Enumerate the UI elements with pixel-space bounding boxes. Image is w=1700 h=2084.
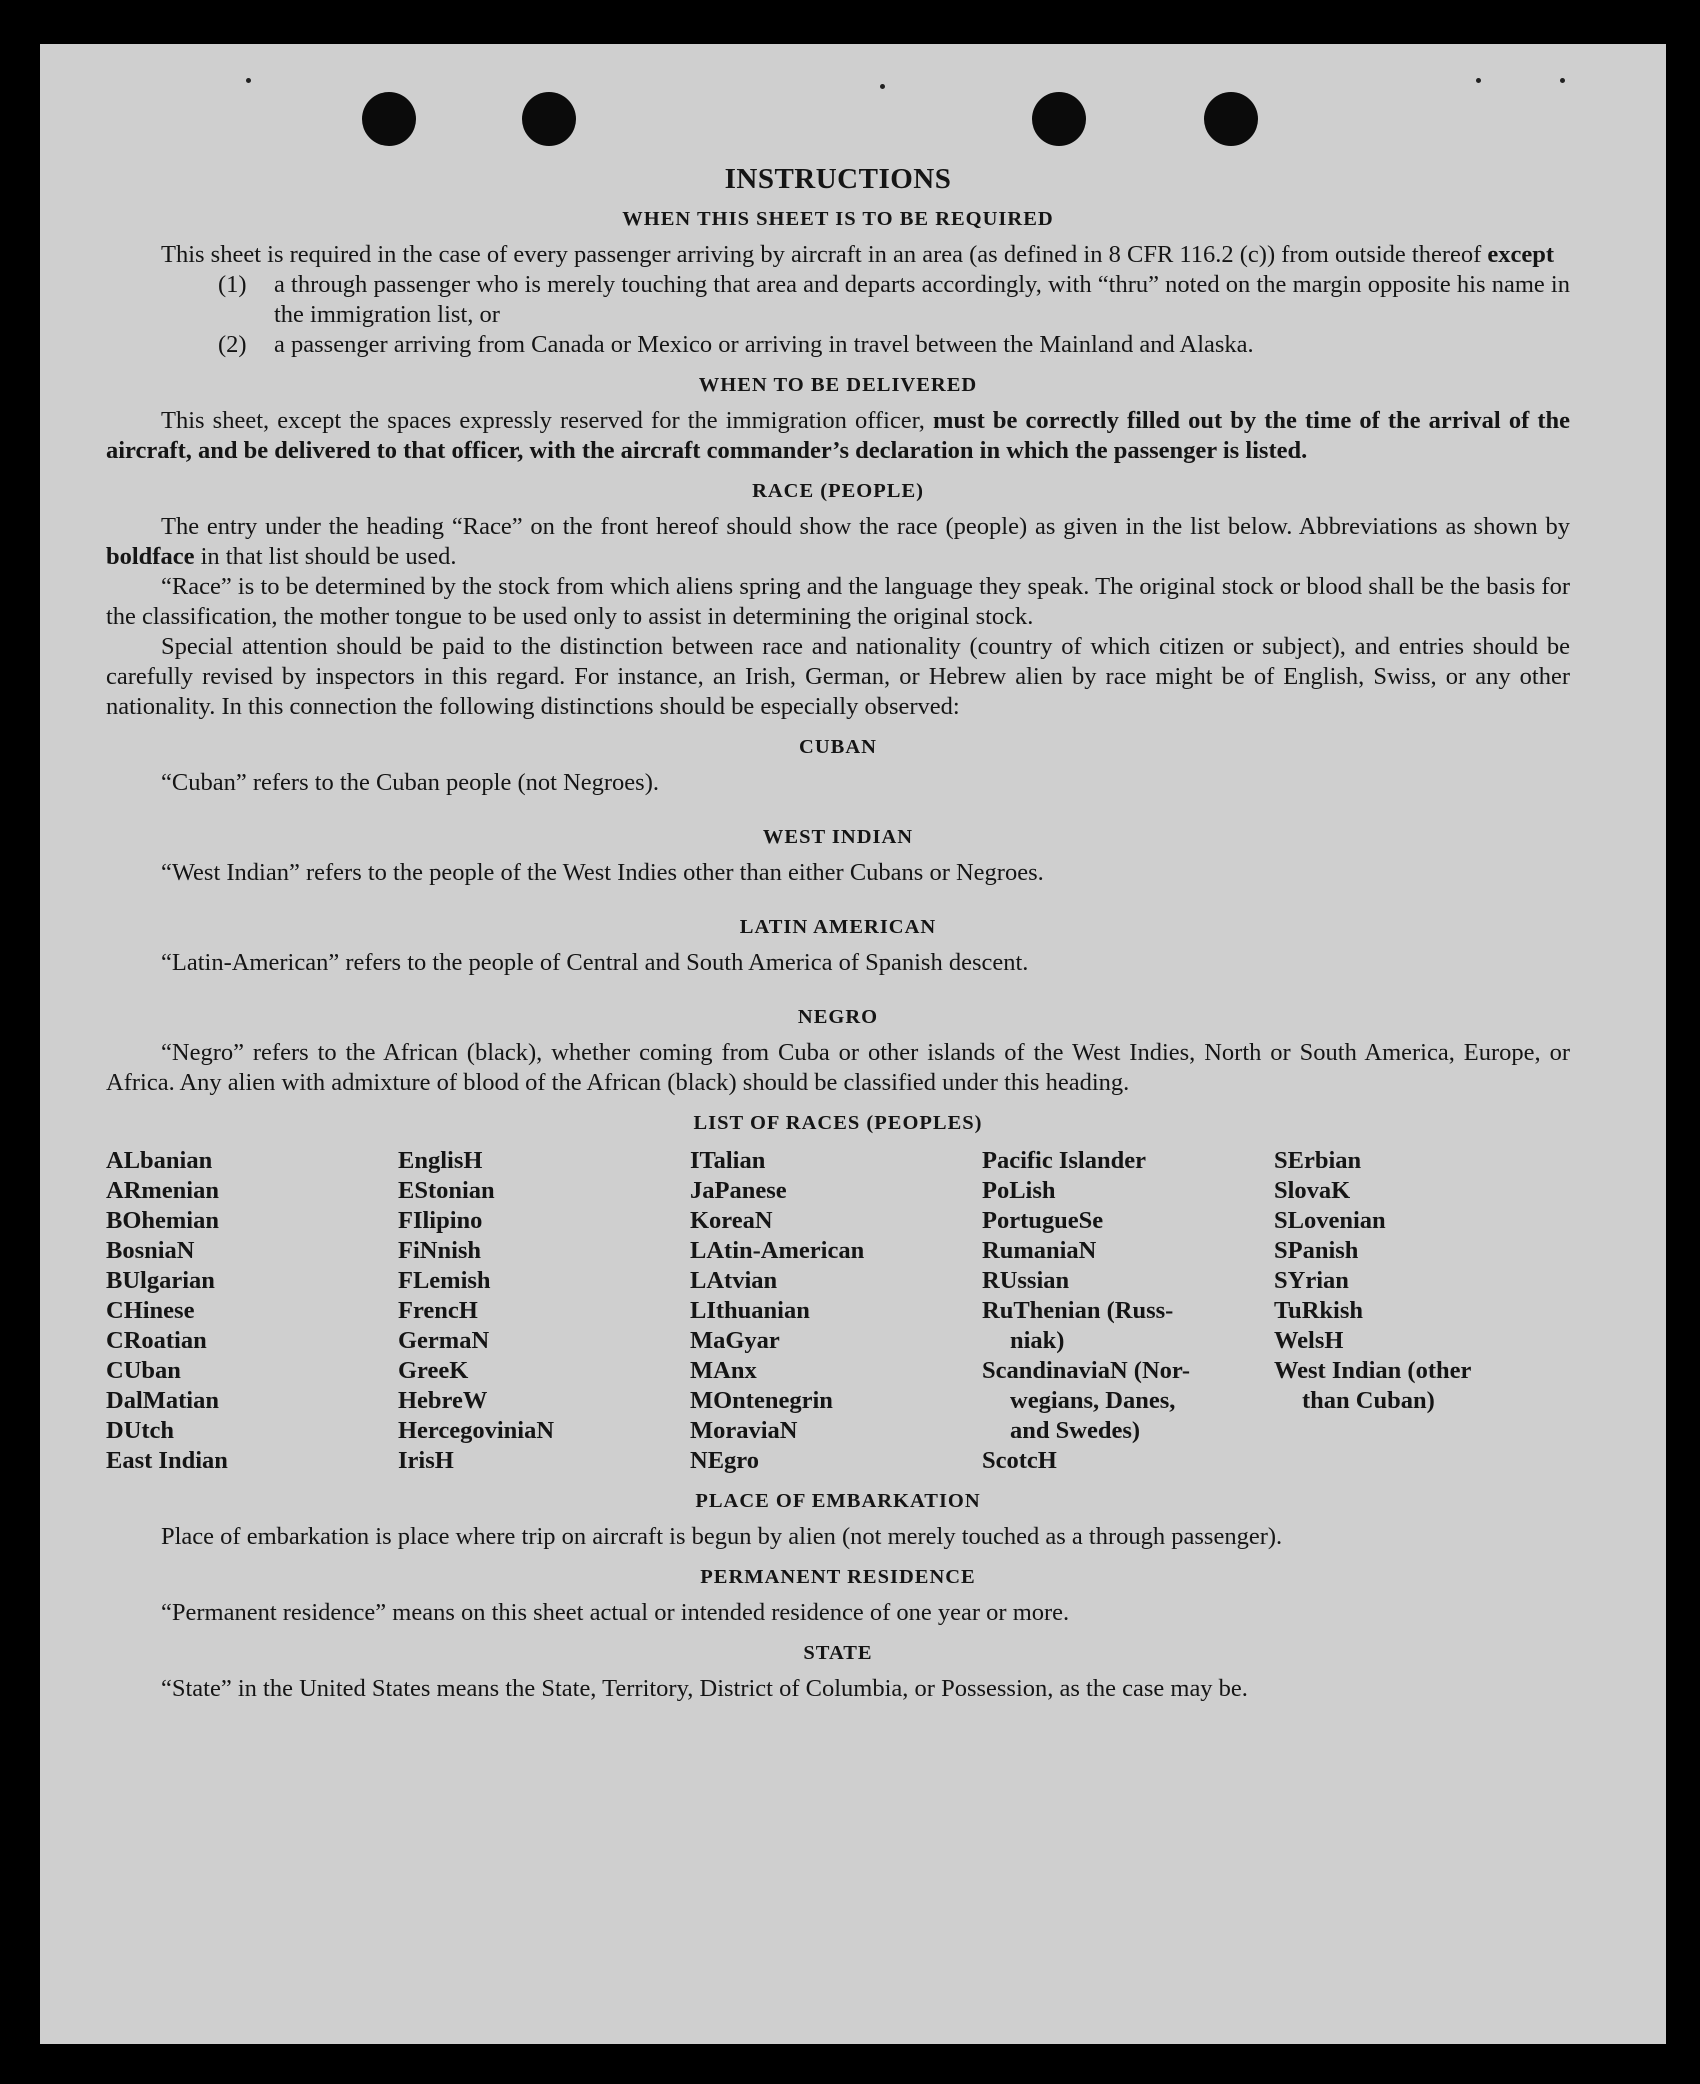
- race-entry: ITalian: [690, 1147, 766, 1174]
- section-heading-races-list: LIST OF RACES (PEOPLES): [693, 1112, 983, 1134]
- race-entry: PortugueSe: [982, 1207, 1104, 1234]
- embarkation-paragraph: Place of embarkation is place where trip on aircraft is begun by alien (not merely touched as a through passenger).: [161, 1523, 1283, 1550]
- race-paragraph-1: [106, 512, 1570, 572]
- section-heading-race: RACE (PEOPLE): [752, 480, 924, 502]
- list-item: [218, 270, 1570, 330]
- punch-hole: [522, 92, 576, 146]
- section-heading-residence: PERMANENT RESIDENCE: [700, 1566, 976, 1588]
- race-entry-continued: niak): [1010, 1327, 1065, 1354]
- race-entry: MaGyar: [690, 1327, 780, 1354]
- race-entry-continued: wegians, Danes,: [1010, 1387, 1176, 1414]
- race-entry: JaPanese: [690, 1177, 787, 1204]
- section-heading-embarkation: PLACE OF EMBARKATION: [695, 1490, 981, 1512]
- race-entry: SErbian: [1274, 1147, 1362, 1174]
- race-entry: CUban: [106, 1357, 181, 1384]
- race-entry: DalMatian: [106, 1387, 219, 1414]
- race-entry: TuRkish: [1274, 1297, 1364, 1324]
- punch-hole: [1032, 92, 1086, 146]
- races-column: [398, 1146, 690, 1476]
- race-entry: FrencH: [398, 1297, 478, 1324]
- races-list: [106, 1146, 1570, 1476]
- item-number: (1): [218, 271, 247, 298]
- speck: [246, 78, 251, 83]
- race-entry: Pacific Islander: [982, 1147, 1146, 1174]
- section-heading-cuban: CUBAN: [799, 736, 877, 758]
- section-heading-required: WHEN THIS SHEET IS TO BE REQUIRED: [622, 208, 1054, 230]
- race-entry: GermaN: [398, 1327, 490, 1354]
- race-entry: ScandinaviaN (Nor-: [982, 1357, 1191, 1384]
- section-heading-delivered: WHEN TO BE DELIVERED: [698, 374, 978, 396]
- speck: [1560, 78, 1565, 83]
- punch-hole: [1204, 92, 1258, 146]
- race-entry: ScotcH: [982, 1447, 1057, 1474]
- state-paragraph: “State” in the United States means the State, Territory, District of Columbia, or Possession, as the case may be.: [161, 1675, 1248, 1702]
- race-entry: CRoatian: [106, 1327, 207, 1354]
- race-entry: EnglisH: [398, 1147, 483, 1174]
- race-entry: WelsH: [1274, 1327, 1344, 1354]
- race-paragraph-3: Special attention should be paid to the distinction between race and nationality (country of which citizen or subject), and entries should be carefully revised by inspectors in this regard. For instance, an Irish, German, or Hebrew alien by race might be of English, Swiss, or any other nationality. In this connection the following distinctions should be especially observed:: [106, 633, 1570, 720]
- race-entry: BUlgarian: [106, 1267, 215, 1294]
- residence-paragraph: “Permanent residence” means on this sheet actual or intended residence of one year or more.: [161, 1599, 1070, 1626]
- race-entry: FIlipino: [398, 1207, 483, 1234]
- race-entry: BosniaN: [106, 1237, 195, 1264]
- race-entry: LAtvian: [690, 1267, 778, 1294]
- race-text-boldface: boldface: [106, 543, 195, 570]
- race-entry: DUtch: [106, 1417, 175, 1444]
- race-entry: RUssian: [982, 1267, 1070, 1294]
- delivered-paragraph: [106, 406, 1570, 466]
- race-entry: SYrian: [1274, 1267, 1349, 1294]
- race-entry: RumaniaN: [982, 1237, 1097, 1264]
- race-entry: NEgro: [690, 1447, 759, 1474]
- page-title: INSTRUCTIONS: [724, 163, 952, 195]
- race-entry: LAtin-American: [690, 1237, 865, 1264]
- race-entry: SLovenian: [1274, 1207, 1386, 1234]
- punch-hole: [362, 92, 416, 146]
- race-entry: CHinese: [106, 1297, 195, 1324]
- races-column: [106, 1146, 398, 1476]
- speck: [1476, 78, 1481, 83]
- section-heading-west-indian: WEST INDIAN: [762, 826, 914, 848]
- race-entry: HebreW: [398, 1387, 488, 1414]
- race-entry: East Indian: [106, 1447, 228, 1474]
- race-entry: PoLish: [982, 1177, 1056, 1204]
- race-entry: MAnx: [690, 1357, 757, 1384]
- race-entry: SPanish: [1274, 1237, 1359, 1264]
- document-sheet: [40, 44, 1666, 2044]
- race-entry: LIthuanian: [690, 1297, 810, 1324]
- race-entry: FLemish: [398, 1267, 491, 1294]
- race-entry: West Indian (other: [1274, 1357, 1472, 1384]
- item-number: (2): [218, 331, 247, 358]
- section-heading-latin-american: LATIN AMERICAN: [739, 916, 937, 938]
- race-entry: MOntenegrin: [690, 1387, 833, 1414]
- item-text: a through passenger who is merely touching that area and departs accordingly, with “thru” noted on the margin opposite his name in the immigration list, or: [274, 271, 1570, 328]
- race-entry: FiNnish: [398, 1237, 482, 1264]
- race-entry: BOhemian: [106, 1207, 219, 1234]
- race-entry-continued: and Swedes): [1010, 1417, 1141, 1444]
- race-entry: ALbanian: [106, 1147, 213, 1174]
- required-paragraph: [106, 240, 1570, 270]
- race-entry: MoraviaN: [690, 1417, 798, 1444]
- race-entry: EStonian: [398, 1177, 495, 1204]
- instructions-content: [106, 164, 1570, 1704]
- speck: [880, 84, 885, 89]
- required-intro: This sheet is required in the case of every passenger arriving by aircraft in an area (as defined in 8 CFR 116.2 (c)) from outside thereof: [161, 241, 1488, 268]
- race-entry: GreeK: [398, 1357, 469, 1384]
- race-entry: SlovaK: [1274, 1177, 1351, 1204]
- delivered-text-b: must be correctly filled out by the time of the arrival of the aircraft, and be delivered to that officer, with the aircraft commander’s declaration in which the passenger is listed.: [106, 407, 1571, 464]
- latin-american-paragraph: “Latin-American” refers to the people of Central and South America of Spanish descent.: [161, 949, 1029, 976]
- delivered-text-a: This sheet, except the spaces expressly reserved for the immigration officer,: [161, 407, 934, 434]
- races-column: [1274, 1146, 1566, 1476]
- race-paragraph-2: “Race” is to be determined by the stock from which aliens spring and the language they speak. The original stock or blood shall be the basis for the classification, the mother tongue to be used only to assist in determining the original stock.: [106, 573, 1570, 630]
- race-text-c: in that list should be used.: [194, 543, 457, 570]
- races-column: [982, 1146, 1274, 1476]
- race-entry: HercegoviniaN: [398, 1417, 555, 1444]
- race-text-a: The entry under the heading “Race” on the front hereof should show the race (people) as given in the list below. Abbreviations as shown by: [161, 513, 1570, 540]
- west-indian-paragraph: “West Indian” refers to the people of the West Indies other than either Cubans or Negroes.: [161, 859, 1044, 886]
- section-heading-state: STATE: [803, 1642, 873, 1664]
- negro-paragraph: “Negro” refers to the African (black), whether coming from Cuba or other islands of the West Indies, North or South America, Europe, or Africa. Any alien with admixture of blood of the African (black) should be classified under this heading.: [106, 1039, 1570, 1096]
- race-entry: IrisH: [398, 1447, 454, 1474]
- item-text: a passenger arriving from Canada or Mexico or arriving in travel between the Mainland and Alaska.: [274, 331, 1254, 358]
- race-entry: KoreaN: [690, 1207, 773, 1234]
- race-entry-continued: than Cuban): [1302, 1387, 1435, 1414]
- race-entry: RuThenian (Russ-: [982, 1297, 1174, 1324]
- races-column: [690, 1146, 982, 1476]
- required-except: except: [1487, 241, 1555, 268]
- list-item: [218, 330, 1570, 360]
- cuban-paragraph: “Cuban” refers to the Cuban people (not Negroes).: [161, 769, 659, 796]
- section-heading-negro: NEGRO: [797, 1006, 879, 1028]
- race-entry: ARmenian: [106, 1177, 219, 1204]
